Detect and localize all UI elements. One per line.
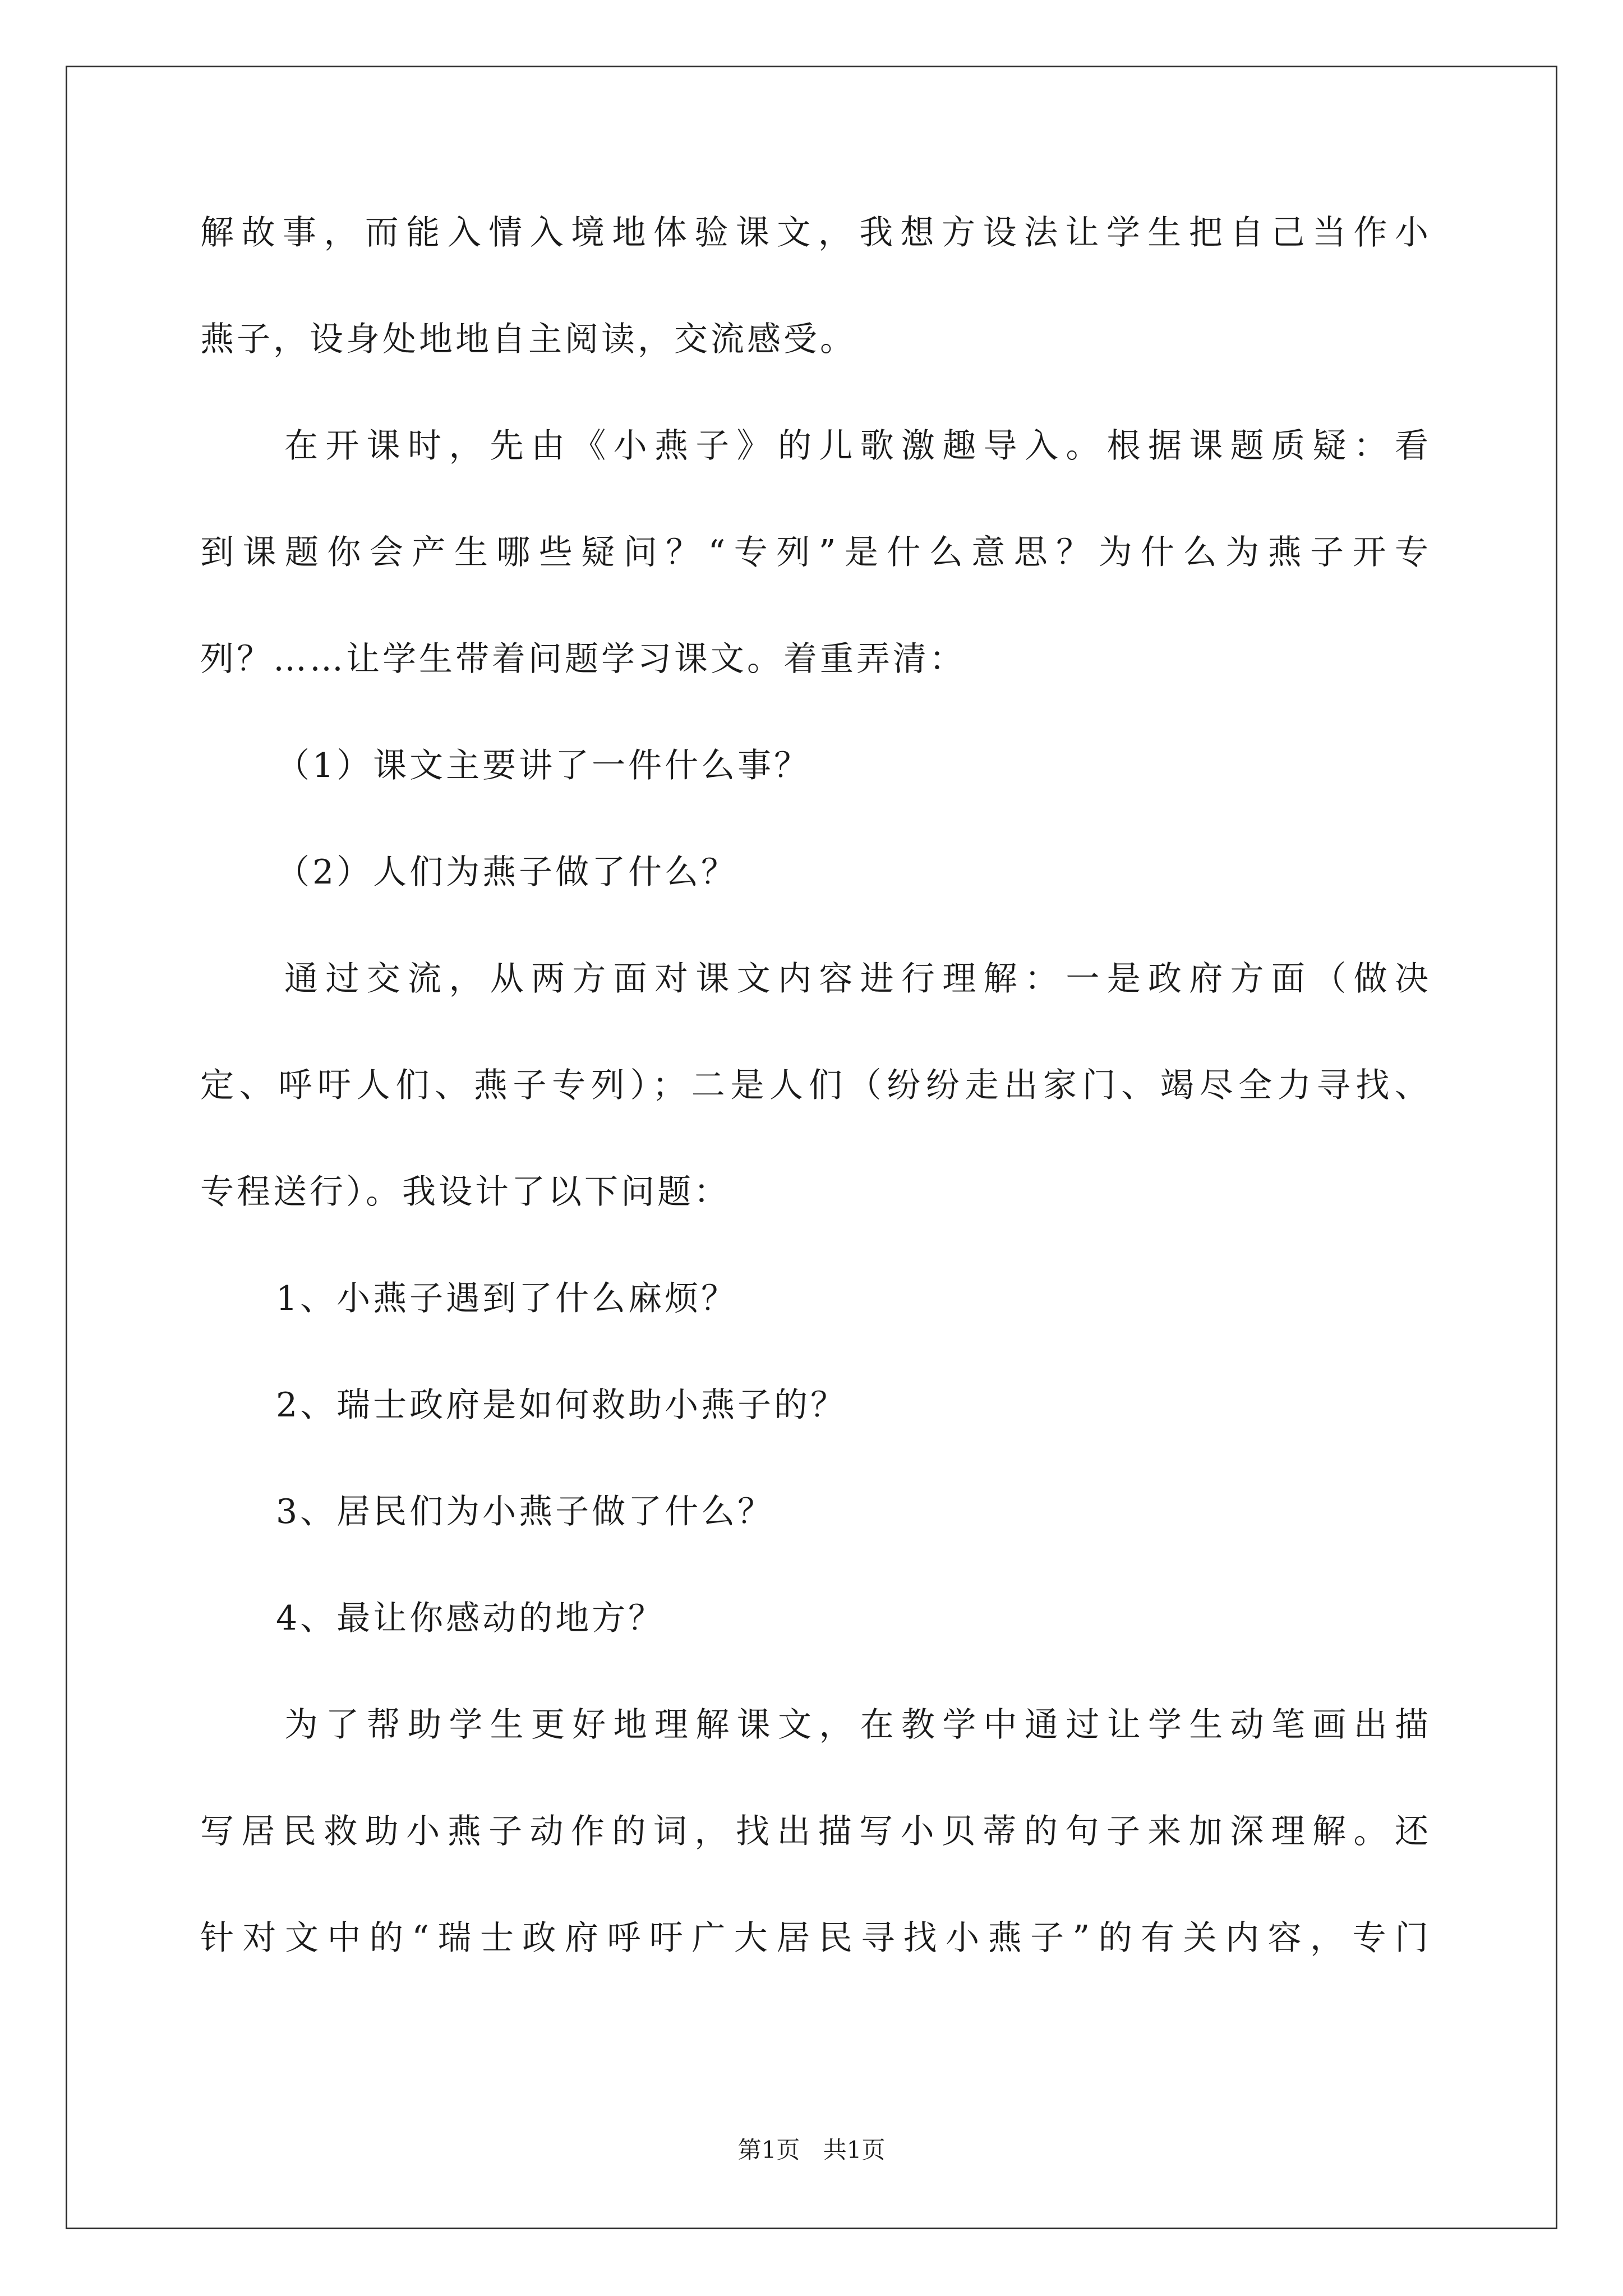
list-item: （1）课文主要讲了一件什么事？ — [276, 746, 811, 785]
paragraph-start-line: 在开课时，先由《小燕子》的儿歌激趣导入。根据课题质疑：看 — [284, 426, 1428, 466]
list-item: 1、小燕子遇到了什么麻烦？ — [276, 1279, 738, 1318]
list-item: 3、居民们为小燕子做了什么？ — [276, 1492, 774, 1531]
text-line: 解故事，而能入情入境地体验课文，我想方设法让学生把自己当作小 — [200, 213, 1428, 252]
text-line: 专程送行）。我设计了以下问题： — [200, 1172, 730, 1212]
list-item: 4、最让你感动的地方？ — [276, 1599, 665, 1638]
page-number: 第1页 — [737, 2136, 800, 2164]
text-line: 针对文中的“瑞士政府呼吁广大居民寻找小燕子”的有关内容，专门 — [200, 1918, 1428, 1958]
list-item: 2、瑞士政府是如何救助小燕子的？ — [276, 1386, 847, 1425]
paragraph-start-line: 通过交流，从两方面对课文内容进行理解：一是政府方面（做决 — [284, 959, 1428, 999]
text-line: 列？……让学生带着问题学习课文。着重弄清： — [200, 639, 966, 679]
text-line: 燕子，设身处地地自主阅读，交流感受。 — [200, 320, 856, 359]
page-total: 共1页 — [823, 2136, 886, 2164]
page-border — [66, 66, 1557, 2229]
list-item: （2）人们为燕子做了什么？ — [276, 853, 738, 892]
page-footer — [0, 2138, 1623, 2162]
paragraph-start-line: 为了帮助学生更好地理解课文，在教学中通过让学生动笔画出描 — [284, 1705, 1428, 1745]
text-line: 写居民救助小燕子动作的词，找出描写小贝蒂的句子来加深理解。还 — [200, 1812, 1428, 1851]
text-line: 定、呼吁人们、燕子专列）；二是人们（纷纷走出家门、竭尽全力寻找、 — [200, 1066, 1428, 1105]
text-line: 到课题你会产生哪些疑问？“专列”是什么意思？为什么为燕子开专 — [200, 533, 1428, 572]
